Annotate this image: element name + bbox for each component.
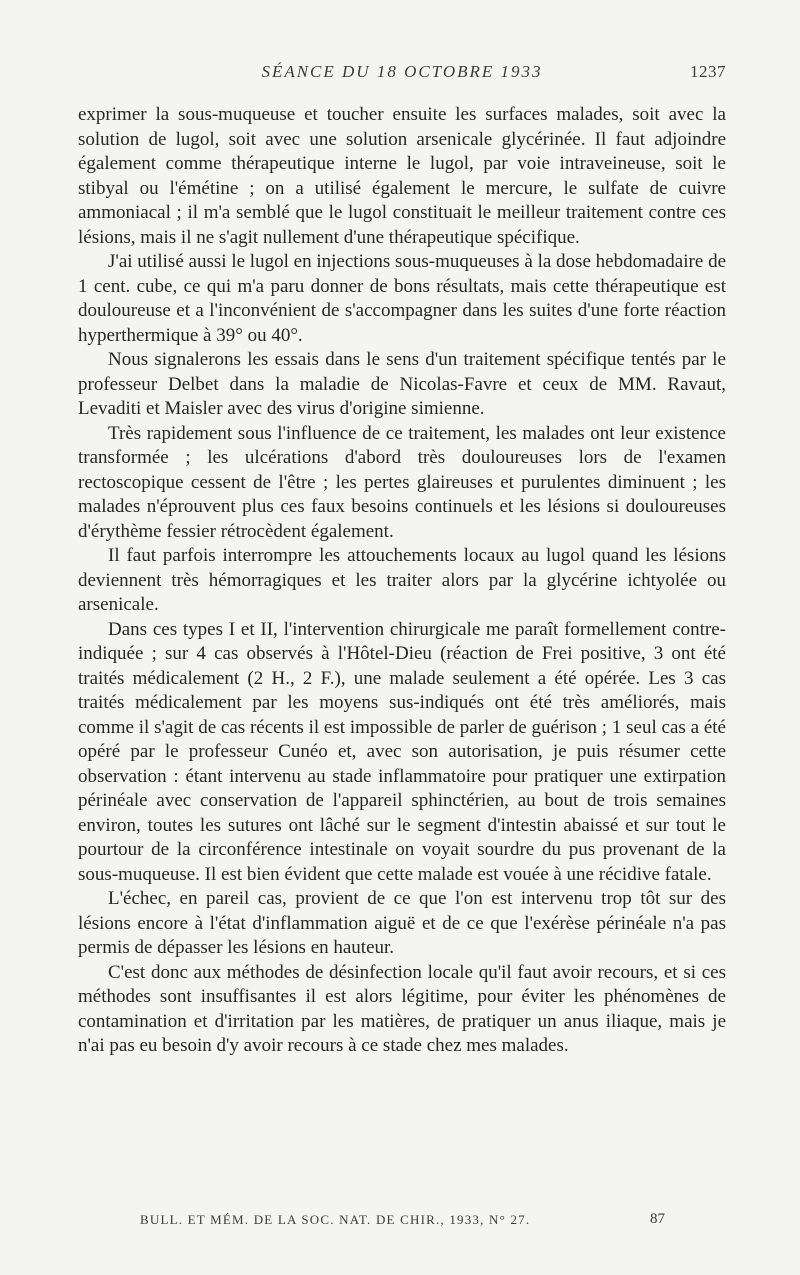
- journal-citation: BULL. ET MÉM. DE LA SOC. NAT. DE CHIR., 1933, N° 27.: [140, 1212, 531, 1227]
- page-number: 1237: [690, 62, 726, 81]
- page-header: [78, 62, 726, 86]
- paragraph: J'ai utilisé aussi le lugol en injections sous-muqueuses à la dose hebdomadaire de 1 cent. cube, ce qui m'a paru donner de bons résultats, mais cette thérapeutique est douloureuse et a l'inconvénient de s'accompagner dans les suites d'une forte réaction hyperthermique à 39° ou 40°.: [78, 251, 726, 346]
- paragraph: Très rapidement sous l'influence de ce traitement, les malades ont leur existence transformée ; les ulcérations d'abord très douloureuses lors de l'examen rectoscopique cessent de l'être ; les pertes glaireuses et purulentes diminuent ; les malades n'éprouvent plus ces faux besoins continuels et les lésions si douloureuses d'érythème fessier rétrocèdent également.: [78, 422, 726, 542]
- sheet-number: 87: [650, 1211, 665, 1227]
- paragraph: L'échec, en pareil cas, provient de ce que l'on est intervenu trop tôt sur des lésions encore à l'état d'inflammation aiguë et de ce que l'exérèse périnéale n'a pas permis de dépasser les lésions en hauteur.: [78, 888, 726, 958]
- paragraph: Nous signalerons les essais dans le sens d'un traitement spécifique tentés par le professeur Delbet dans la maladie de Nicolas-Favre et ceux de MM. Ravaut, Levaditi et Maisler avec des virus d'origine simienne.: [78, 349, 726, 419]
- paragraph: exprimer la sous-muqueuse et toucher ensuite les surfaces malades, soit avec la solution de lugol, soit avec une solution arsenicale glycérinée. Il faut adjoindre également comme thérapeutique interne le lugol, par voie intraveineuse, soit le stibyal ou l'émétine ; on a utilisé également le mercure, le sulfate de cuivre ammoniacal ; il m'a semblé que le lugol constituait le meilleur traitement contre ces lésions, mais il ne s'agit nullement d'une thérapeutique spécifique.: [78, 104, 726, 248]
- paragraph: C'est donc aux méthodes de désinfection locale qu'il faut avoir recours, et si ces méthodes sont insuffisantes il est alors légitime, pour éviter les phénomènes de contamination et d'irritation par les matières, de pratiquer un anus iliaque, mais je n'ai pas eu besoin d'y avoir recours à ce stade chez mes malades.: [78, 961, 726, 1056]
- body-text: [78, 103, 726, 1059]
- paragraph: Il faut parfois interrompre les attouchements locaux au lugol quand les lésions deviennent très hémorragiques et les traiter alors par la glycérine ichtyolée ou arsenicale.: [78, 545, 726, 615]
- running-title: SÉANCE DU 18 OCTOBRE 1933: [261, 62, 543, 81]
- page-footer: [78, 1212, 726, 1234]
- paragraph: Dans ces types I et II, l'intervention chirurgicale me paraît formellement contre-indiquée ; sur 4 cas observés à l'Hôtel-Dieu (réaction de Frei positive, 3 ont été traités médicalement (2 H., 2 F.), une malade seulement a été opérée. Les 3 cas traités médicalement par les moyens sus-indiqués ont été très améliorés, mais comme il s'agit de cas récents il est impossible de parler de guérison ; 1 seul cas a été opéré par le professeur Cunéo et, avec son autorisation, je puis résumer cette observation : étant intervenu au stade inflammatoire pour pratiquer une extirpation périnéale avec conservation de l'appareil sphinctérien, au bout de trois semaines environ, toutes les sutures ont lâché sur le segment d'intestin abaissé et sur tout le pourtour de la circonférence intestinale on voyait sourdre du pus provenant de la sous-muqueuse. Il est bien évident que cette malade est vouée à une récidive fatale.: [78, 618, 726, 885]
